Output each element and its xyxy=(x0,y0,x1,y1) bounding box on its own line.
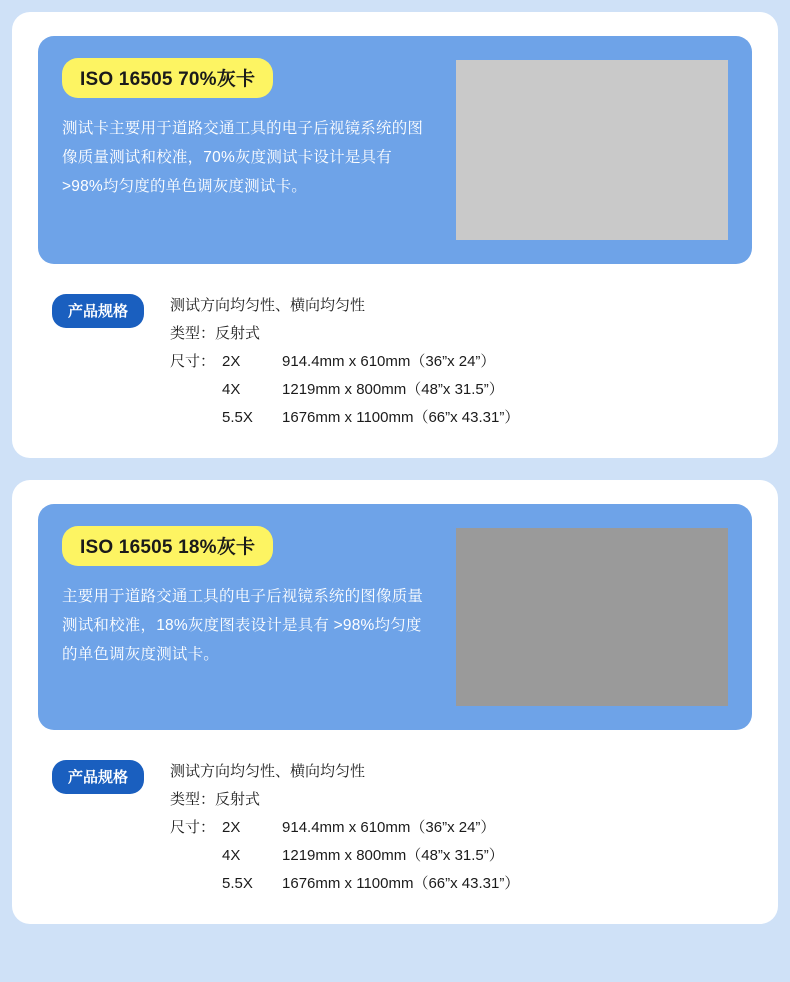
specs-size-value: 1219mm x 800mm（48”x 31.5”） xyxy=(282,381,504,398)
highlight-text-column xyxy=(62,58,432,201)
specs-body xyxy=(170,758,519,898)
specs-size-value: 1676mm x 1100mm（66”x 43.31”） xyxy=(282,409,520,426)
product-description: 测试卡主要用于道路交通工具的电子后视镜系统的图像质量测试和校准，70%灰度测试卡设计是具有 >98%均匀度的单色调灰度测试卡。 xyxy=(62,120,424,195)
specs-size-row xyxy=(170,348,519,376)
product-description: 主要用于道路交通工具的电子后视镜系统的图像质量测试和校准，18%灰度图表设计是具有 >98%均匀度的单色调灰度测试卡。 xyxy=(62,588,424,663)
swatch-column xyxy=(432,526,728,706)
specs-size-mult: 5.5X xyxy=(222,875,253,892)
highlight-text-column xyxy=(62,526,432,669)
specs-uniformity-line: 测试方向均匀性、横向均匀性 xyxy=(170,297,366,314)
specs-size-spacer xyxy=(170,404,222,432)
product-title-badge: ISO 16505 18%灰卡 xyxy=(62,526,273,566)
swatch-column xyxy=(432,58,728,240)
specs-size-spacer xyxy=(170,376,222,404)
specs-type-line: 类型：反射式 xyxy=(170,325,261,342)
specs-block xyxy=(38,292,752,432)
highlight-card xyxy=(38,36,752,264)
specs-size-mult: 2X xyxy=(222,353,241,370)
product-section-18 xyxy=(12,480,778,924)
specs-size-mult: 4X xyxy=(222,381,241,398)
specs-type-line: 类型：反射式 xyxy=(170,791,261,808)
specs-size-row xyxy=(170,842,519,870)
specs-size-spacer xyxy=(170,870,222,898)
specs-size-mult: 2X xyxy=(222,819,241,836)
gray-card-swatch xyxy=(456,60,728,240)
specs-size-label: 尺寸： xyxy=(170,819,216,836)
highlight-card xyxy=(38,504,752,730)
specs-pill-label: 产品规格 xyxy=(52,760,144,794)
specs-size-row xyxy=(170,404,519,432)
specs-size-value: 1676mm x 1100mm（66”x 43.31”） xyxy=(282,875,520,892)
gray-card-swatch xyxy=(456,528,728,706)
specs-size-mult: 4X xyxy=(222,847,241,864)
specs-size-value: 1219mm x 800mm（48”x 31.5”） xyxy=(282,847,504,864)
product-title-badge: ISO 16505 70%灰卡 xyxy=(62,58,273,98)
specs-size-spacer xyxy=(170,842,222,870)
product-section-70 xyxy=(12,12,778,458)
specs-size-row xyxy=(170,870,519,898)
specs-size-label: 尺寸： xyxy=(170,353,216,370)
specs-size-row xyxy=(170,814,519,842)
specs-size-value: 914.4mm x 610mm（36”x 24”） xyxy=(282,353,496,370)
specs-uniformity-line: 测试方向均匀性、横向均匀性 xyxy=(170,763,366,780)
specs-size-mult: 5.5X xyxy=(222,409,253,426)
specs-size-value: 914.4mm x 610mm（36”x 24”） xyxy=(282,819,496,836)
specs-pill-label: 产品规格 xyxy=(52,294,144,328)
specs-block xyxy=(38,758,752,898)
specs-size-row xyxy=(170,376,519,404)
specs-body xyxy=(170,292,519,432)
